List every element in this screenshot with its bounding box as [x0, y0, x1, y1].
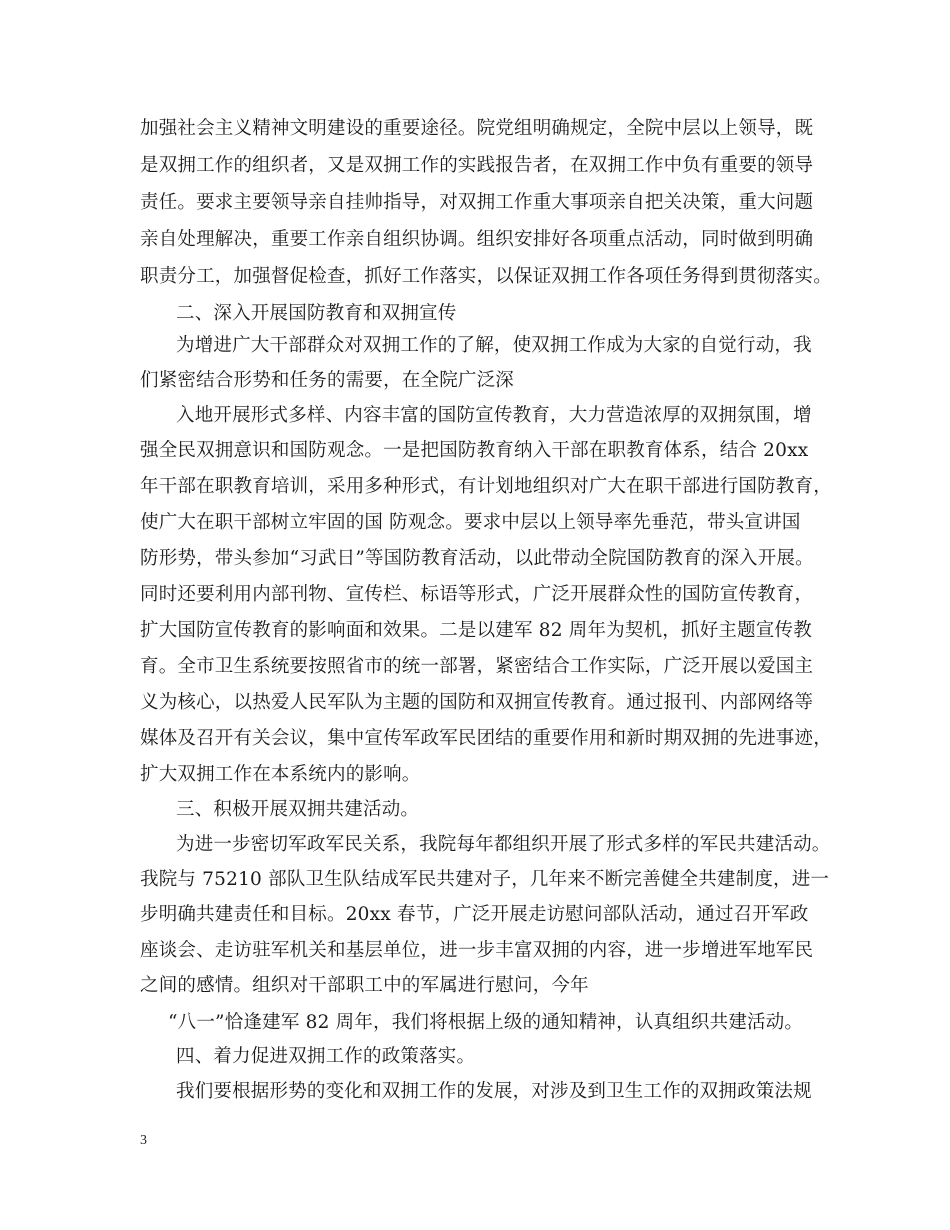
body-line: 职责分工，加强督促检查，抓好工作落实，以保证双拥工作各项任务得到贯彻落实。	[140, 266, 832, 287]
body-line: 扩大国防宣传教育的影响面和效果。二是以建军 82 周年为契机，抓好主题宣传教	[140, 620, 812, 641]
body-line: 为进一步密切军政军民关系，我院每年都组织开展了形式多样的军民共建活动。	[176, 834, 831, 855]
body-line: 责任。要求主要领导亲自挂帅指导，对双拥工作重大事项亲自把关决策，重大问题	[140, 192, 814, 213]
body-line: 加强社会主义精神文明建设的重要途径。院党组明确规定，全院中层以上领导，既	[140, 118, 814, 139]
body-line: 是双拥工作的组织者，又是双拥工作的实践报告者，在双拥工作中负有重要的领导	[140, 155, 814, 176]
section-heading: 二、深入开展国防教育和双拥宣传	[176, 303, 457, 324]
body-line: 我院与 75210 部队卫生队结成军民共建对子，几年来不断完善健全共建制度，进一	[140, 869, 830, 890]
body-line: 为增进广大干部群众对双拥工作的了解，使双拥工作成为大家的自觉行动，我	[176, 335, 812, 356]
body-line: 扩大双拥工作在本系统内的影响。	[140, 764, 421, 785]
body-line: 同时还要利用内部刊物、宣传栏、标语等形式，广泛开展群众性的国防宣传教育，	[140, 584, 814, 605]
body-line: 媒体及召开有关会议，集中宣传军政军民团结的重要作用和新时期双拥的先进事迹，	[140, 728, 832, 749]
body-line: 年干部在职教育培训，采用多种形式，有计划地组织对广大在职干部进行国防教育，	[140, 476, 832, 497]
body-line: 义为核心，以热爱人民军队为主题的国防和双拥宣传教育。通过报刊、内部网络等	[140, 692, 814, 713]
section-heading: 三、积极开展双拥共建活动。	[176, 799, 420, 820]
body-line: 亲自处理解决，重要工作亲自组织协调。组织安排好各项重点活动，同时做到明确	[140, 229, 814, 250]
body-line: 强全民双拥意识和国防观念。一是把国防教育纳入干部在职教育体系，结合 20xx	[140, 440, 809, 461]
body-line: 之间的感情。组织对干部职工中的军属进行慰问，今年	[140, 975, 589, 996]
body-line: 座谈会、走访驻军机关和基层单位，进一步丰富双拥的内容，进一步增进军地军民	[140, 940, 814, 961]
body-line: 使广大在职干部树立牢固的国 防观念。要求中层以上领导率先垂范，带头宣讲国	[140, 512, 801, 533]
body-line: 我们要根据形势的变化和双拥工作的发展，对涉及到卫生工作的双拥政策法规	[176, 1081, 812, 1102]
body-line: “八一”恰逢建军 82 周年，我们将根据上级的通知精神，认真组织共建活动。	[168, 1012, 804, 1033]
page-number: 3	[140, 1133, 147, 1148]
body-line: 步明确共建责任和目标。20xx 春节，广泛开展走访慰问部队活动，通过召开军政	[140, 904, 809, 925]
body-line: 入地开展形式多样、内容丰富的国防宣传教育，大力营造浓厚的双拥氛围，增	[176, 405, 812, 426]
body-line: 们紧密结合形势和任务的需要，在全院广泛深	[140, 370, 515, 391]
body-line: 育。全市卫生系统要按照省市的统一部署，紧密结合工作实际，广泛开展以爱国主	[140, 656, 814, 677]
section-heading: 四、着力促进双拥工作的政策落实。	[176, 1046, 476, 1067]
body-line: 防形势，带头参加“习武日”等国防教育活动，以此带动全院国防教育的深入开展。	[140, 548, 814, 569]
